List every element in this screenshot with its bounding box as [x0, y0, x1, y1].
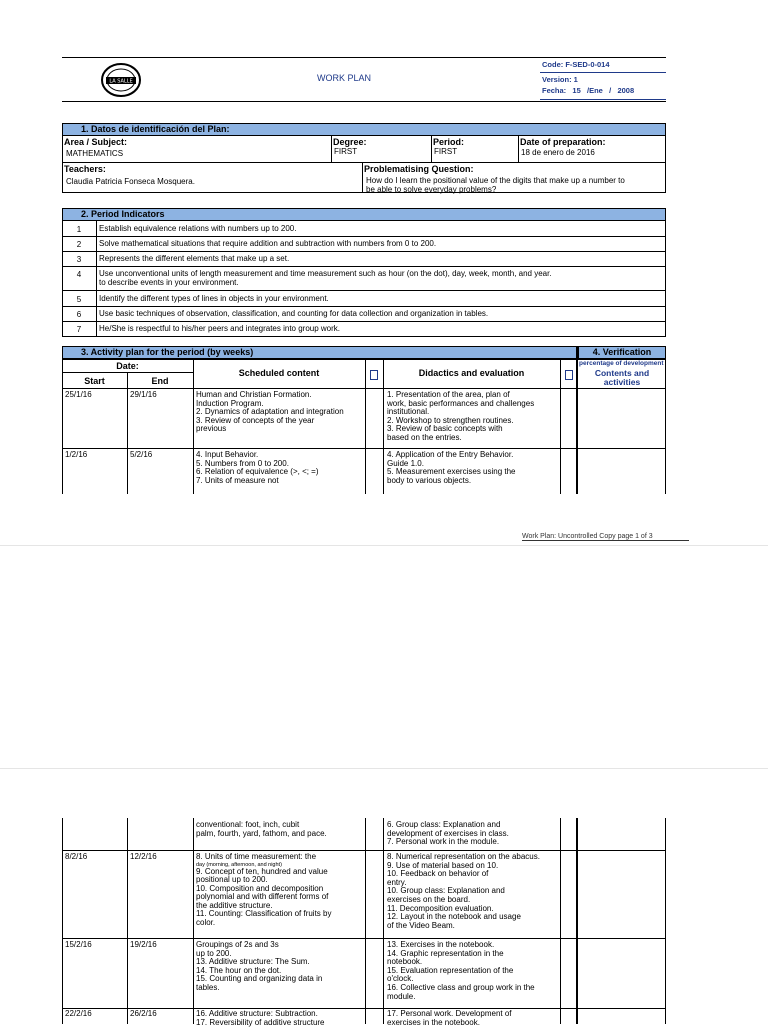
page-2	[0, 768, 768, 1027]
teachers-label: Teachers:	[64, 164, 106, 174]
indicator-text: Solve mathematical situations that require addition and subtraction with numbers from 0 to 200.	[99, 239, 437, 248]
period-label: Period:	[433, 137, 465, 147]
document-version: Version: 1	[542, 75, 578, 84]
indicator-number: 7	[76, 325, 82, 334]
row-start-date: 15/2/16	[65, 940, 92, 949]
period-value: FIRST	[434, 147, 458, 156]
indicator-text: Establish equivalence relations with numbers up to 200.	[99, 224, 297, 233]
indicator-number: 4	[76, 270, 82, 279]
checkbox-icon	[565, 370, 573, 380]
row-end-date: 12/2/16	[130, 852, 157, 861]
scheduled-content-header: Scheduled content	[238, 368, 320, 378]
page-footer: Work Plan: Uncontrolled Copy page 1 of 3	[522, 533, 689, 541]
contents-activities-header: Contents and activities	[594, 368, 650, 387]
section1-header: 1. Datos de identificación del Plan:	[62, 123, 666, 136]
section2-header: 2. Period Indicators	[62, 208, 666, 221]
document-title: WORK PLAN	[316, 73, 371, 83]
indicator-number: 1	[76, 225, 82, 234]
row-start-date: 8/2/16	[65, 852, 88, 861]
percentage-header: percentage of development	[579, 360, 664, 367]
question-value: How do I learn the positional value of the digits that make up a number to be able to solve everyday problems?	[366, 176, 625, 194]
row-scheduled-content: conventional: foot, inch, cubit palm, fourth, yard, fathom, and pace.	[196, 820, 327, 838]
page-gap	[0, 545, 768, 546]
row-scheduled-content: 16. Additive structure: Subtraction. 17. Reversibility of additive structure	[196, 1009, 325, 1027]
row-didactics: 17. Personal work. Development of exercises in the notebook.	[387, 1009, 512, 1027]
row-end-date: 5/2/16	[130, 450, 153, 459]
date-preparation-label: Date of preparation:	[520, 137, 606, 147]
row-start-date: 25/1/16	[65, 390, 92, 399]
checkbox-icon	[370, 370, 378, 380]
row-scheduled-content: Human and Christian Formation. Induction Program. 2. Dynamics of adaptation and integration 3. Review of concepts of the year previous	[196, 390, 344, 434]
indicator-text: Represents the different elements that make up a set.	[99, 254, 290, 263]
row-end-date: 19/2/16	[130, 940, 157, 949]
svg-text:LA SALLE: LA SALLE	[109, 78, 133, 85]
row-scheduled-content: 4. Input Behavior. 5. Numbers from 0 to 200. 6. Relation of equivalence (>, <; =) 7. Units of measure not	[196, 450, 319, 485]
start-header: Start	[84, 376, 105, 386]
verification-header: 4. Verification	[578, 346, 666, 359]
indicator-text: Use basic techniques of observation, classification, and counting for data collection and organization in tables.	[99, 309, 489, 318]
row-didactics: 13. Exercises in the notebook. 14. Graphic representation in the notebook. 15. Evaluation representation of the o'clock. 16. Collective class and group work in the module.	[387, 940, 535, 1001]
row-start-date: 1/2/16	[65, 450, 88, 459]
section3-header: 3. Activity plan for the period (by weeks)	[62, 346, 578, 359]
row-didactics: 4. Application of the Entry Behavior. Guide 1.0. 5. Measurement exercises using the body to various objects.	[387, 450, 516, 485]
row-end-date: 26/2/16	[130, 1009, 157, 1018]
end-header: End	[151, 376, 169, 386]
row-start-date: 22/2/16	[65, 1009, 92, 1018]
row-didactics: 8. Numerical representation on the abacus. 9. Use of material based on 10. 10. Feedback on behavior of entry. 10. Group class: Explanation and exercises on the board. 11. Decomposition evaluation. 12. Layout in the notebook and usage of the Video Beam.	[387, 852, 540, 930]
row-didactics: 6. Group class: Explanation and development of exercises in class. 7. Personal work in the module.	[387, 820, 509, 847]
indicator-text: Use unconventional units of length measurement and time measurement such as hour (on the dot), day, week, month, and year. to describe events in your environment.	[99, 269, 552, 287]
indicator-text: Identify the different types of lines in objects in your environment.	[99, 294, 329, 303]
date-preparation-value: 18 de enero de 2016	[521, 148, 595, 157]
indicator-number: 3	[76, 255, 82, 264]
indicator-text: He/She is respectful to his/her peers and integrates into group work.	[99, 324, 341, 333]
didactics-header: Didactics and evaluation	[418, 368, 525, 378]
row-end-date: 29/1/16	[130, 390, 157, 399]
teachers-value: Claudia Patricia Fonseca Mosquera.	[66, 177, 195, 186]
row-didactics: 1. Presentation of the area, plan of work, basic performances and challenges institutional. 2. Workshop to strengthen routines. 3. Review of basic concepts with based on the entries.	[387, 390, 535, 442]
school-logo	[100, 62, 142, 98]
date-header: Date:	[116, 361, 139, 371]
indicator-number: 5	[76, 295, 82, 304]
indicator-number: 2	[76, 240, 82, 249]
row-scheduled-content: 8. Units of time measurement: the	[196, 852, 317, 861]
indicator-number: 6	[76, 310, 82, 319]
question-label: Problematising Question:	[364, 164, 474, 174]
degree-label: Degree:	[333, 137, 367, 147]
row-scheduled-content-note: day (morning, afternoon, and night)	[196, 861, 282, 868]
document-date: Fecha: 15 /Ene / 2008	[542, 86, 635, 95]
degree-value: FIRST	[334, 147, 358, 156]
area-subject-value: MATHEMATICS	[66, 149, 124, 158]
row-scheduled-content-rest: 9. Concept of ten, hundred and value positional up to 200. 10. Composition and decomposition polynomial and with different forms of the additive structure. 11. Counting: Classification of fruits by color.	[196, 866, 332, 927]
row-scheduled-content: Groupings of 2s and 3s up to 200. 13. Additive structure: The Sum. 14. The hour on the dot. 15. Counting and organizing data in tables.	[196, 940, 323, 992]
document-code: Code: F-SED-0-014	[542, 60, 610, 69]
area-subject-label: Area / Subject:	[64, 137, 128, 147]
